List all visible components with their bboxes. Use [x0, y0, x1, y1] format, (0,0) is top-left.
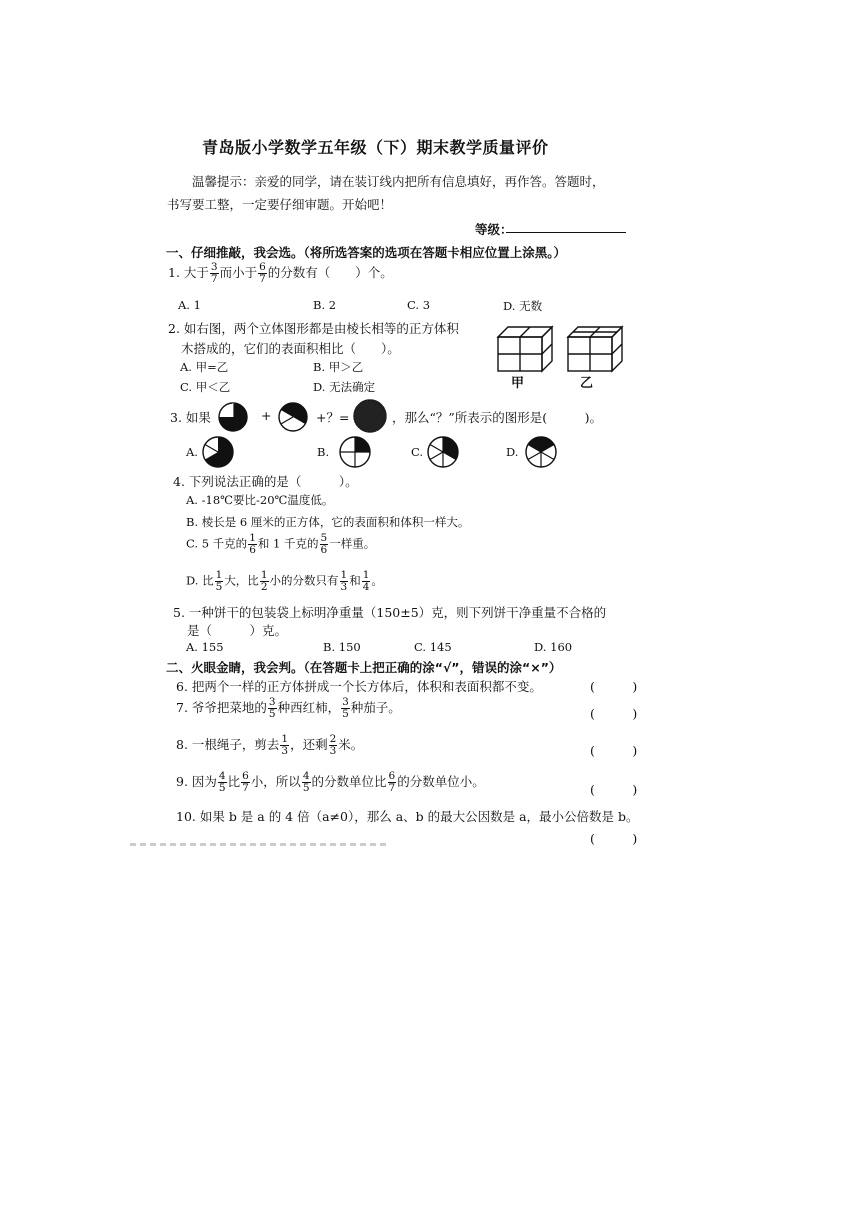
- q5-option-a: A. 155: [186, 640, 224, 654]
- q3-option-a-circle: [200, 434, 236, 470]
- question-5-line-2: 是（ ）克。: [187, 623, 288, 638]
- question-2-line-1: 2. 如右图，两个立体图形都是由棱长相等的正方体积: [168, 321, 459, 336]
- fraction: $\frac{3}{5}$: [268, 696, 276, 720]
- q5-option-c: C. 145: [414, 640, 452, 654]
- question-9: 9. 因为 $\frac{4}{5}$ 比 $\frac{6}{7}$ 小，所以 $\frac{4}{5}$ 的分数单位比 $\frac{6}{7}$ 的分数单位小。: [176, 770, 485, 794]
- answer-paren-10: ( ): [590, 831, 638, 846]
- tip-line-2: 书写要工整，一定要仔细审题。开始吧！: [167, 197, 393, 212]
- circle-third-shaded: [277, 401, 309, 433]
- q4-option-b: B. 棱长是 6 厘米的正方体，它的表面积和体积一样大。: [186, 515, 470, 529]
- grade-label: 等级：: [475, 222, 513, 237]
- question-10: 10. 如果 b 是 a 的 4 倍（a≠0），那么 a、b 的最大公因数是 a，最小公倍数是 b。: [176, 809, 639, 824]
- answer-paren-6: ( ): [590, 679, 638, 694]
- q4-option-c: C. 5 千克的 $\frac{1}{6}$ 和 1 千克的 $\frac{5}{6}$ 一样重。: [186, 532, 376, 556]
- question-6: 6. 把两个一样的正方体拼成一个长方体后，体积和表面积都不变。: [176, 679, 542, 694]
- scan-artifact-line: [130, 843, 390, 846]
- page-title: 青岛版小学数学五年级（下）期末教学质量评价: [202, 138, 549, 157]
- q3-option-b-circle: [337, 434, 373, 470]
- q2-option-a: A. 甲=乙: [180, 360, 229, 374]
- q2-option-b: B. 甲＞乙: [313, 360, 364, 374]
- fraction: $\frac{1}{4}$: [362, 569, 370, 593]
- q3-option-d-circle: [523, 434, 559, 470]
- fraction: $\frac{4}{5}$: [218, 770, 226, 794]
- q4-option-d: D. 比 $\frac{1}{5}$ 大，比 $\frac{1}{2}$ 小的分数只有 $\frac{1}{3}$ 和 $\frac{1}{4}$ 。: [186, 569, 383, 593]
- question-3-prefix: 3. 如果: [170, 410, 211, 425]
- q4-option-a: A. -18℃要比-20℃温度低。: [186, 493, 334, 507]
- question-5-line-1: 5. 一种饼干的包装袋上标明净重量（150±5）克，则下列饼干净重量不合格的: [173, 605, 607, 620]
- question-3-suffix: ，那么“？”所表示的图形是( )。: [392, 410, 603, 425]
- fraction: $\frac{6}{7}$: [259, 261, 266, 285]
- fraction: $\frac{1}{3}$: [281, 733, 289, 757]
- question-8: 8. 一根绳子，剪去 $\frac{1}{3}$ ，还剩 $\frac{2}{3}$ 米。: [176, 733, 364, 757]
- q1-option-c: C. 3: [407, 298, 431, 312]
- cube-figure-jia: [496, 323, 556, 373]
- q1-option-d: D. 无数: [503, 299, 543, 313]
- q5-option-b: B. 150: [323, 640, 361, 654]
- fraction: $\frac{3}{7}$: [210, 261, 218, 285]
- fraction: $\frac{4}{5}$: [302, 770, 310, 794]
- fraction: $\frac{5}{6}$: [320, 532, 328, 556]
- question-4-stem: 4. 下列说法正确的是（ ）。: [173, 474, 358, 489]
- fraction: $\frac{1}{2}$: [260, 569, 268, 593]
- plus-question-equals: +？=: [316, 410, 350, 425]
- q3-option-c-circle: [425, 434, 461, 470]
- answer-paren-8: ( ): [590, 743, 638, 758]
- section-2-heading: 二、火眼金睛，我会判。（在答题卡上把正确的涂“√”，错误的涂“×”）: [166, 660, 562, 675]
- question-1: 1. 大于 $\frac{3}{7}$ 而小于 $\frac{6}{7}$ 的分数有（ ）个。: [168, 261, 393, 285]
- section-1-heading: 一、仔细推敲，我会选。（将所选答案的选项在答题卡相应位置上涂黑。）: [166, 245, 567, 260]
- q3-option-a-label: A.: [186, 445, 198, 459]
- q2-option-d: D. 无法确定: [313, 380, 376, 394]
- q5-option-d: D. 160: [534, 640, 573, 654]
- label-yi: 乙: [580, 376, 594, 391]
- fraction: $\frac{2}{3}$: [329, 733, 337, 757]
- fraction: $\frac{1}{6}$: [249, 532, 256, 556]
- tip-line-1: 温馨提示：亲爱的同学，请在装订线内把所有信息填好，再作答。答题时，: [192, 174, 605, 189]
- fraction: $\frac{3}{5}$: [342, 696, 349, 720]
- fraction: $\frac{1}{3}$: [340, 569, 348, 593]
- circle-fully-shaded: [352, 398, 388, 434]
- plus-sign: +: [261, 408, 272, 423]
- q3-option-d-label: D.: [506, 445, 519, 459]
- answer-paren-7: ( ): [590, 706, 638, 721]
- q1-option-a: A. 1: [178, 298, 201, 312]
- fraction: $\frac{6}{7}$: [388, 770, 396, 794]
- cube-figure-yi: [566, 323, 626, 373]
- label-jia: 甲: [511, 376, 525, 391]
- fraction: $\frac{6}{7}$: [242, 770, 249, 794]
- question-7: 7. 爷爷把菜地的 $\frac{3}{5}$ 种西红柿， $\frac{3}{5}$ 种茄子。: [176, 696, 401, 720]
- q3-option-b-label: B.: [317, 445, 330, 459]
- q1-option-b: B. 2: [313, 298, 337, 312]
- q2-option-c: C. 甲＜乙: [180, 380, 231, 394]
- question-2-line-2: 木搭成的，它们的表面积相比（ ）。: [181, 341, 400, 356]
- fraction: $\frac{1}{5}$: [215, 569, 223, 593]
- circle-three-quarters-shaded: [217, 401, 249, 433]
- grade-blank: [506, 220, 626, 233]
- q3-option-c-label: C.: [411, 445, 424, 459]
- answer-paren-9: ( ): [590, 782, 638, 797]
